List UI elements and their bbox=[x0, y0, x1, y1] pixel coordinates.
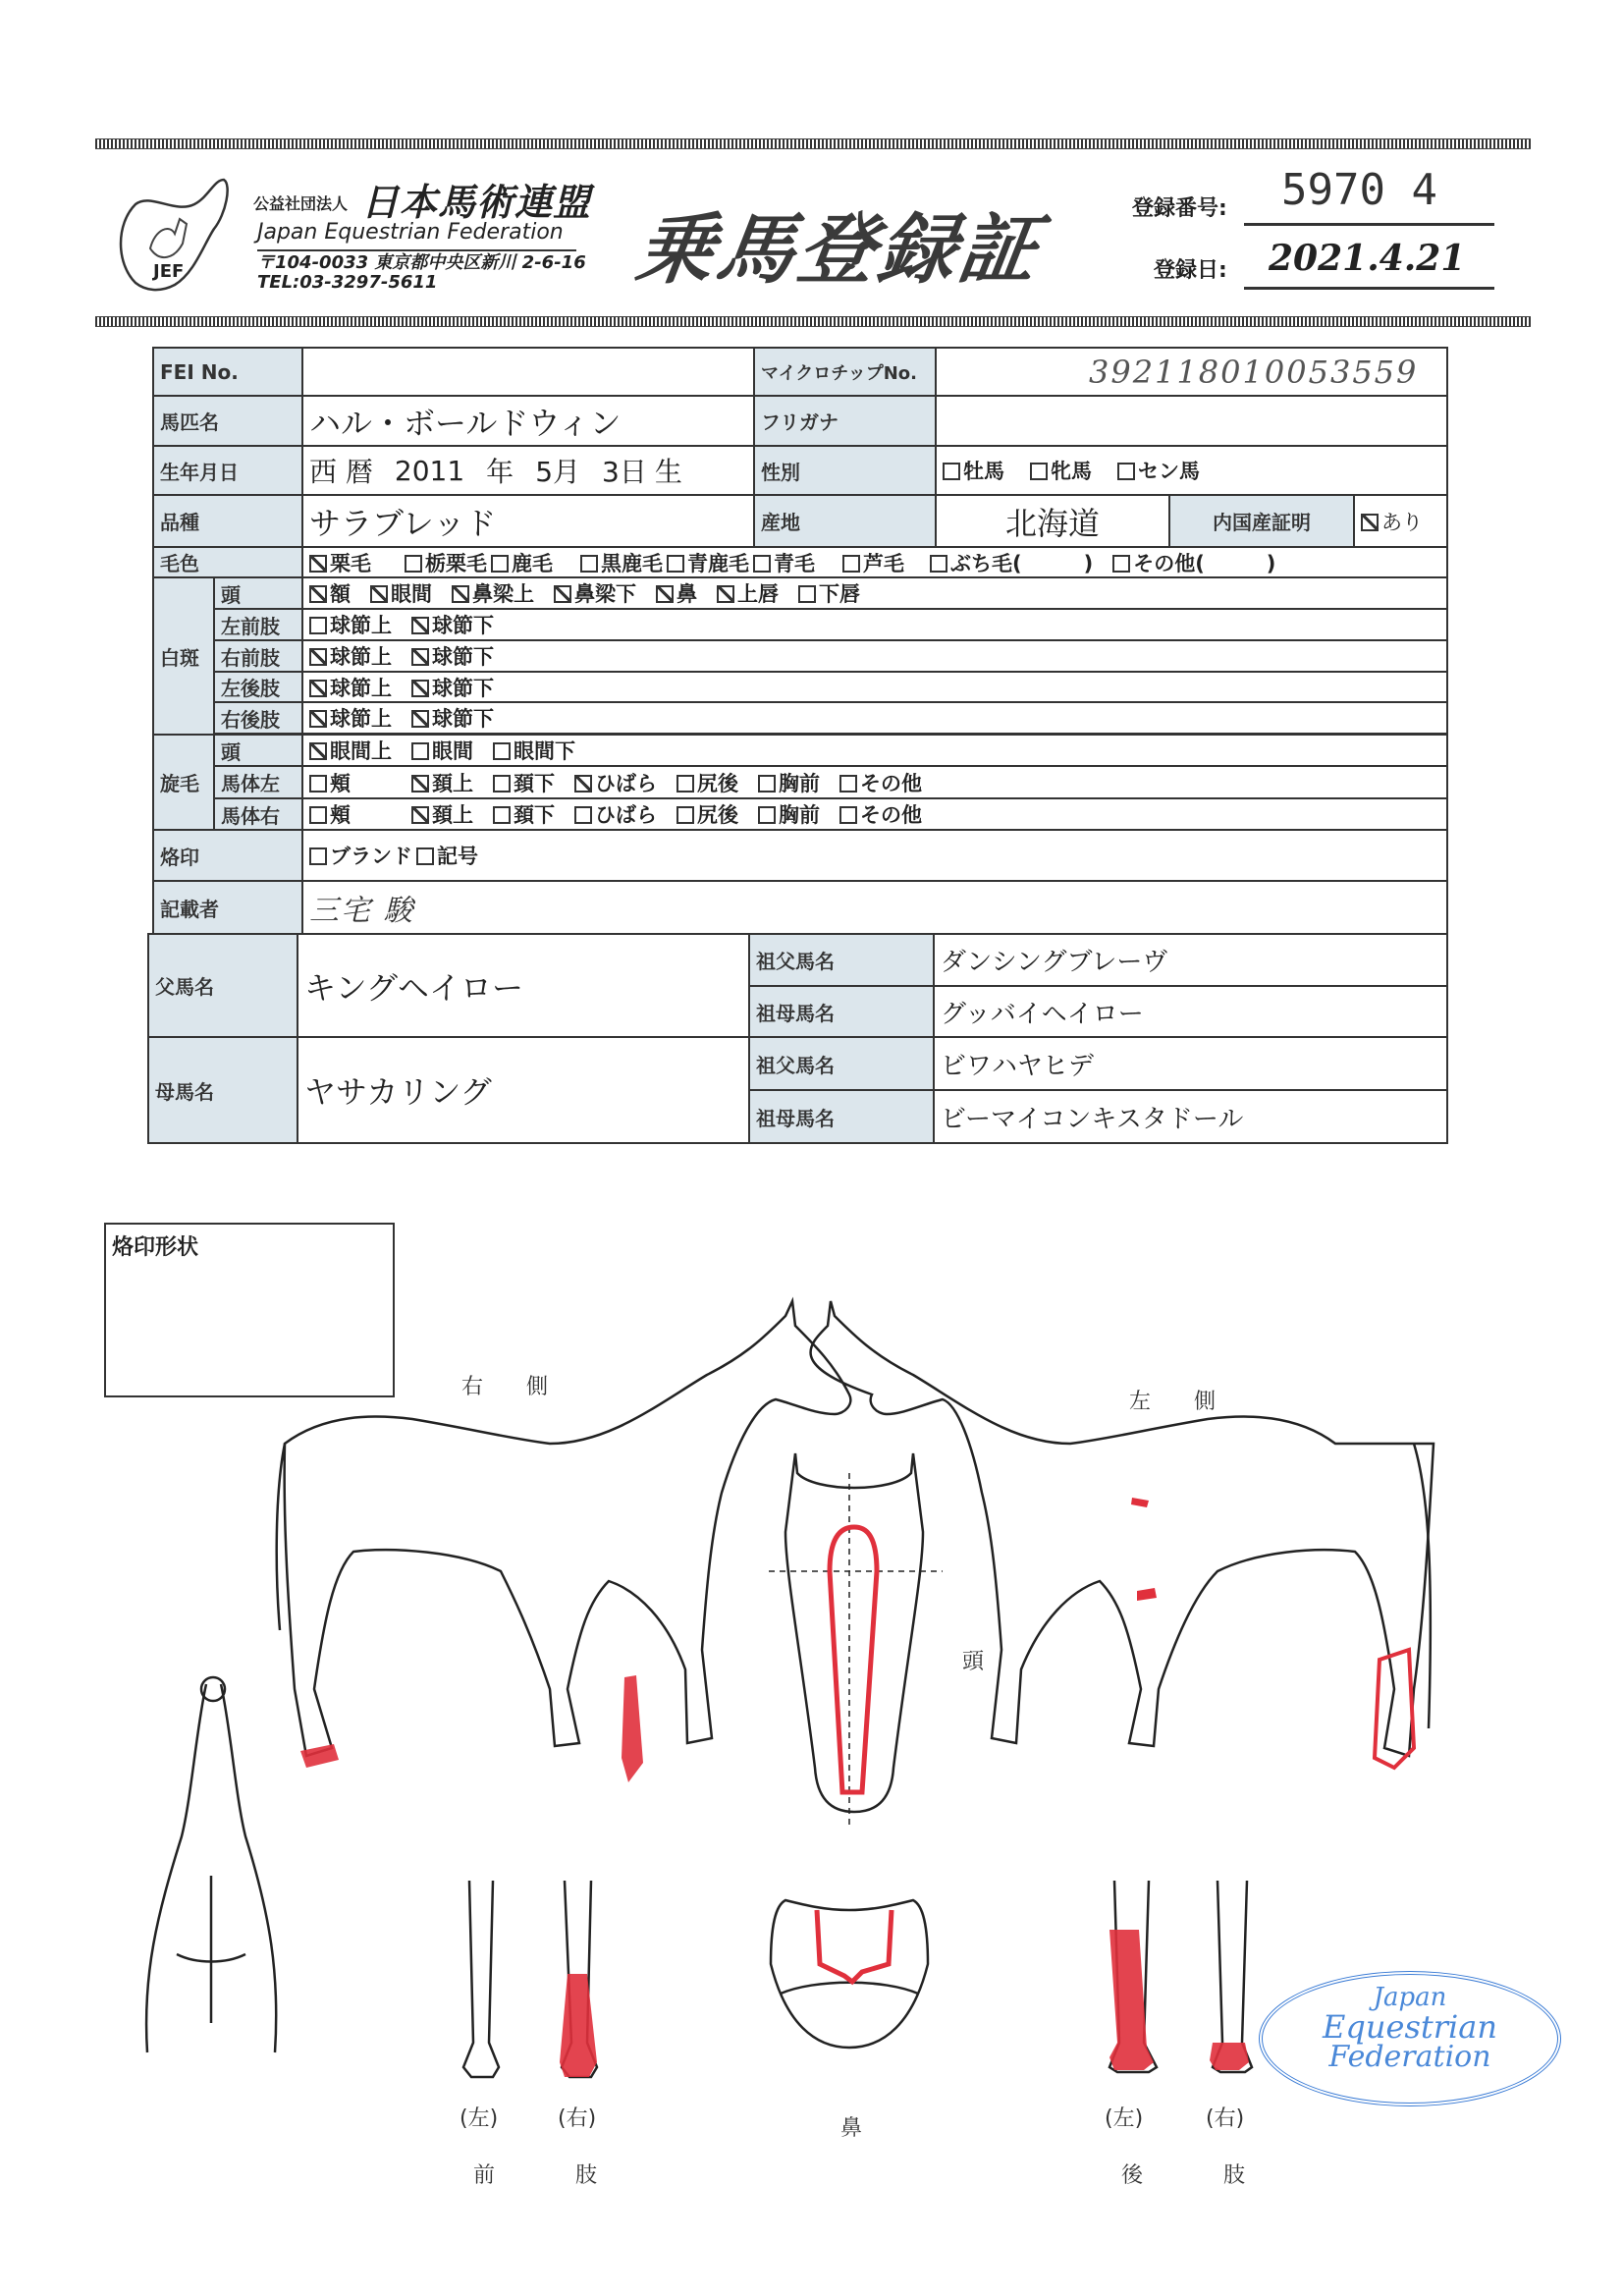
hind-caption-2: 肢 bbox=[1223, 2163, 1246, 2188]
option-label: 球節上 bbox=[330, 676, 392, 700]
white-marks-row-label: 頭 bbox=[213, 576, 303, 610]
reg-date-label: 登録日: bbox=[1154, 258, 1227, 283]
birth-date-label: 生年月日 bbox=[152, 445, 303, 496]
head-blaze-marking bbox=[830, 1527, 877, 1792]
left-side-label: 左側 bbox=[1129, 1390, 1260, 1414]
sex-option-mare[interactable]: 牝馬 bbox=[1030, 456, 1092, 485]
option-label: 頚下 bbox=[514, 771, 555, 795]
coat-option[interactable]: ぶち毛( ) bbox=[930, 548, 1093, 577]
option-label: 尻後 bbox=[697, 771, 738, 795]
option-label: 球節上 bbox=[330, 645, 392, 669]
head-label: 頭 bbox=[962, 1650, 985, 1674]
horse-name-field[interactable]: ハル・ボールドウィン bbox=[301, 395, 755, 447]
horse-name-label: 馬匹名 bbox=[152, 395, 303, 447]
org-prefix: 公益社団法人 bbox=[253, 194, 349, 213]
option-label: 眼間上 bbox=[330, 739, 392, 763]
dam-name[interactable]: ヤサカリング bbox=[297, 1036, 750, 1144]
dam-granddam-label: 祖母馬名 bbox=[748, 1089, 935, 1144]
option-label: 頚上 bbox=[432, 803, 473, 827]
sire-grandsire-name[interactable]: ダンシングブレーヴ bbox=[933, 933, 1448, 987]
fore-right-marking bbox=[560, 1974, 597, 2077]
coat-option[interactable]: 栃栗毛 bbox=[405, 548, 487, 577]
brand-label: 烙印 bbox=[152, 829, 303, 882]
option-label: ひばら bbox=[595, 771, 657, 795]
coat-option[interactable]: 青鹿毛 bbox=[667, 548, 749, 577]
stamp-line-2: Equestrian bbox=[1323, 2008, 1497, 2046]
option-label: 眼間 bbox=[432, 739, 473, 763]
option-label: 球節上 bbox=[330, 707, 392, 731]
recorder-field[interactable]: 三宅 駿 bbox=[301, 880, 1448, 935]
option-label: 下唇 bbox=[819, 582, 860, 606]
white-marks-row-label: 右前肢 bbox=[213, 639, 303, 673]
domestic-cert-option[interactable]: あり bbox=[1361, 507, 1423, 536]
sire-granddam-label: 祖母馬名 bbox=[748, 985, 935, 1038]
option-label: 胸前 bbox=[779, 803, 820, 827]
option-label: 額 bbox=[330, 582, 351, 606]
option-label: 球節上 bbox=[330, 614, 392, 637]
reg-date: 2021.4.21 bbox=[1269, 238, 1466, 279]
option-label: 鼻梁上 bbox=[472, 582, 534, 606]
option-label: 球節下 bbox=[432, 676, 494, 700]
dam-granddam-name[interactable]: ビーマイコンキスタドール bbox=[933, 1089, 1448, 1144]
sire-label: 父馬名 bbox=[147, 933, 298, 1038]
option-label: 胸前 bbox=[779, 771, 820, 795]
coat-label: 毛色 bbox=[152, 546, 303, 578]
option-label: 頬 bbox=[330, 771, 351, 795]
birth-year: 2011 bbox=[394, 454, 465, 487]
stamp-line-3: Federation bbox=[1328, 2040, 1491, 2074]
muzzle-label: 鼻 bbox=[840, 2116, 863, 2141]
sire-granddam-name[interactable]: グッバイヘイロー bbox=[933, 985, 1448, 1038]
birth-era: 西 暦 bbox=[309, 456, 373, 488]
option-label: 球節下 bbox=[432, 614, 494, 637]
option-label: 頚上 bbox=[432, 771, 473, 795]
sex-label: 性別 bbox=[753, 445, 937, 496]
microchip-label: マイクロチップNo. bbox=[753, 347, 937, 397]
dam-label: 母馬名 bbox=[147, 1036, 298, 1144]
org-name-en: Japan Equestrian Federation bbox=[257, 220, 564, 245]
hind-right-label: (右) bbox=[1206, 2106, 1245, 2131]
whorls-row-label: 頭 bbox=[213, 734, 303, 767]
birth-day: 3日 bbox=[602, 456, 647, 488]
option-label: 頬 bbox=[330, 803, 351, 827]
reg-number-label: 登録番号: bbox=[1132, 196, 1227, 221]
coat-option[interactable]: 栗毛 bbox=[309, 548, 371, 577]
sire-grandsire-label: 祖父馬名 bbox=[748, 933, 935, 987]
option-label: 眼間 bbox=[391, 582, 432, 606]
reg-number: 5970 4 bbox=[1281, 165, 1437, 215]
option-label: ひばら bbox=[595, 803, 657, 827]
option-label: 鼻梁下 bbox=[574, 582, 636, 606]
whorls-row-label: 馬体左 bbox=[213, 765, 303, 799]
microchip-field[interactable]: 392118010053559 bbox=[935, 347, 1448, 397]
recorder-label: 記載者 bbox=[152, 880, 303, 935]
birth-year-unit: 年 bbox=[486, 456, 514, 488]
white-marks-row-label: 右後肢 bbox=[213, 701, 303, 735]
coat-option[interactable]: 青毛 bbox=[753, 548, 815, 577]
origin-label: 産地 bbox=[753, 494, 937, 548]
fore-right-label: (右) bbox=[558, 2106, 597, 2131]
white-marks-label: 白斑 bbox=[152, 576, 215, 736]
sire-name[interactable]: キングヘイロー bbox=[297, 933, 750, 1038]
dam-grandsire-label: 祖父馬名 bbox=[748, 1036, 935, 1091]
brand-shape-label: 烙印形状 bbox=[112, 1235, 199, 1260]
fore-caption-1: 前 bbox=[473, 2163, 496, 2188]
breed-field[interactable]: サラブレッド bbox=[301, 494, 755, 548]
fei-no-label: FEI No. bbox=[152, 347, 303, 397]
stamp-line-1: Japan bbox=[1373, 1983, 1447, 2012]
brand-option-symbol[interactable]: 記号 bbox=[416, 841, 478, 870]
option-label: 鼻 bbox=[676, 582, 697, 606]
option-label: その他 bbox=[860, 803, 922, 827]
option-label: 球節下 bbox=[432, 707, 494, 731]
muzzle-marking bbox=[817, 1910, 892, 1982]
coat-option[interactable]: 黒鹿毛 bbox=[580, 548, 663, 577]
fore-caption-2: 肢 bbox=[575, 2163, 598, 2188]
furigana-label: フリガナ bbox=[753, 395, 937, 447]
option-label: その他 bbox=[860, 771, 922, 795]
hind-caption-1: 後 bbox=[1121, 2163, 1144, 2188]
option-label: 頚下 bbox=[514, 803, 555, 827]
org-name: 日本馬術連盟 bbox=[361, 181, 592, 224]
domestic-cert-label: 内国産証明 bbox=[1168, 494, 1355, 548]
hind-left-label: (左) bbox=[1105, 2106, 1144, 2131]
coat-option[interactable]: 芦毛 bbox=[842, 548, 904, 577]
sex-option-stallion[interactable]: 牡馬 bbox=[943, 456, 1004, 485]
option-label: 眼間下 bbox=[514, 739, 575, 763]
coat-option[interactable]: 鹿毛 bbox=[491, 548, 553, 577]
hind-right-marking bbox=[1210, 2043, 1249, 2070]
birth-suffix: 生 bbox=[654, 456, 682, 488]
option-label: 上唇 bbox=[737, 582, 779, 606]
whorls-row-label: 馬体右 bbox=[213, 797, 303, 831]
right-side-label: 右側 bbox=[461, 1375, 592, 1399]
coat-option[interactable]: その他( ) bbox=[1112, 548, 1275, 577]
sex-option-gelding[interactable]: セン馬 bbox=[1117, 456, 1200, 485]
option-label: 尻後 bbox=[697, 803, 738, 827]
origin-field[interactable]: 北海道 bbox=[935, 494, 1170, 548]
org-address: 〒104-0033 東京都中央区新川 2-6-16 bbox=[257, 252, 586, 273]
dam-grandsire-name[interactable]: ビワハヤヒデ bbox=[933, 1036, 1448, 1091]
white-marks-row-label: 左後肢 bbox=[213, 671, 303, 703]
whorls-label: 旋毛 bbox=[152, 734, 215, 831]
brand-option-brand[interactable]: ブランド bbox=[309, 841, 412, 870]
option-label: 球節下 bbox=[432, 645, 494, 669]
white-marks-row-label: 左前肢 bbox=[213, 608, 303, 641]
document-title: 乗馬登録証 bbox=[630, 206, 1047, 295]
jef-official-stamp bbox=[1259, 1971, 1561, 2106]
birth-month: 5月 bbox=[535, 456, 581, 488]
logo-text: JEF bbox=[153, 261, 185, 282]
fore-left-label: (左) bbox=[460, 2106, 499, 2131]
breed-label: 品種 bbox=[152, 494, 303, 548]
org-tel: TEL:03-3297-5611 bbox=[257, 272, 438, 293]
